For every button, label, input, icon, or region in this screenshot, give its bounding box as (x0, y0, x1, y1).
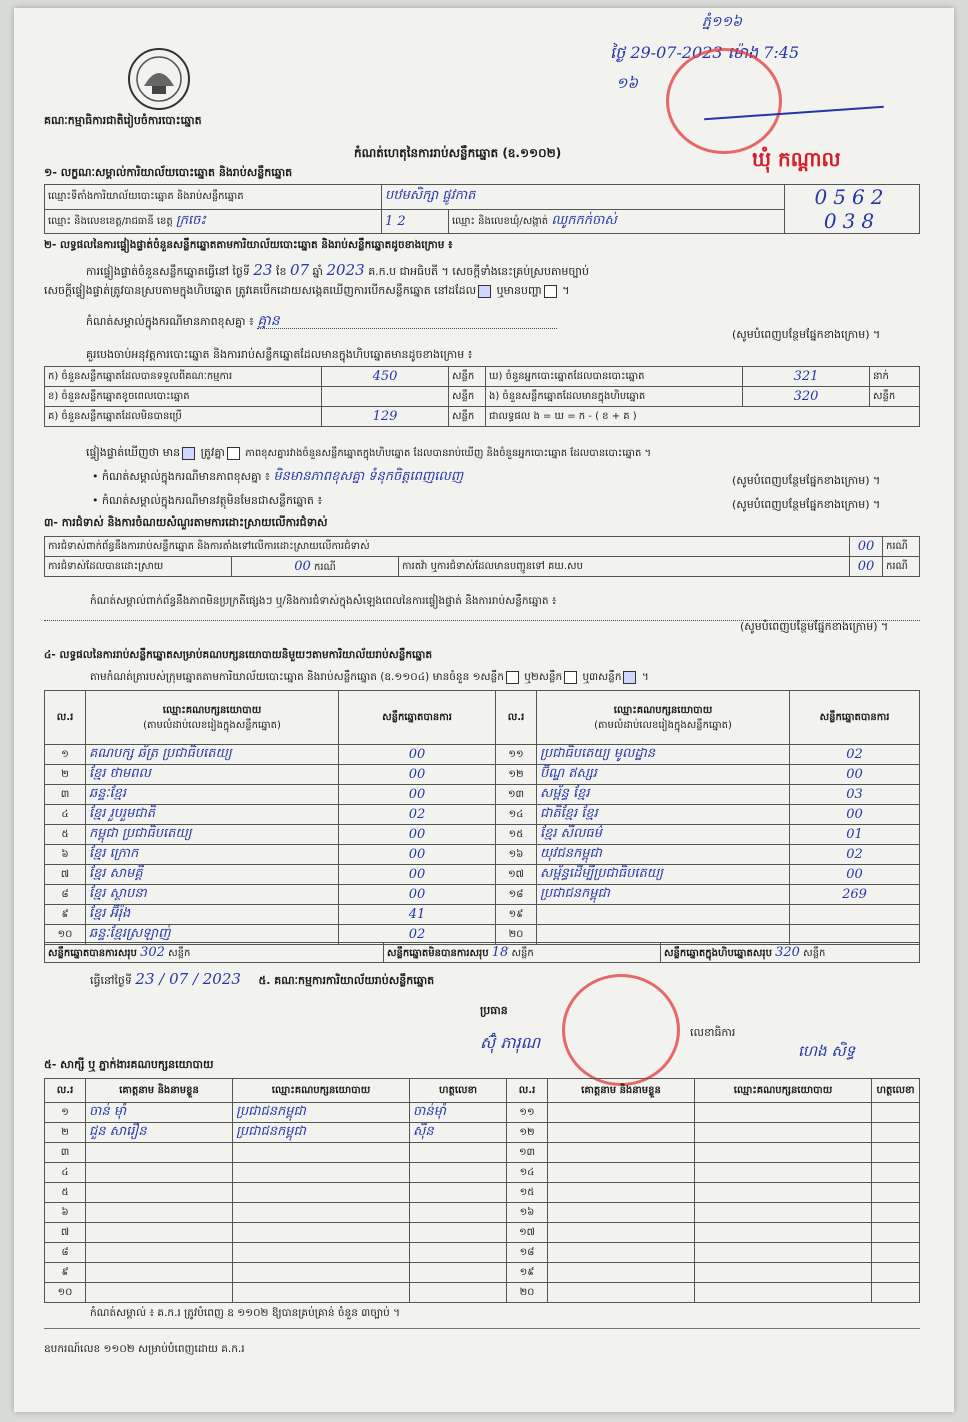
party-name: ប្រជាធិបតេយ្យ មូលដ្ឋាន (540, 746, 656, 761)
count-row: ខ) ចំនួនសន្លឹកឆ្នោតខូចពេលបោះឆ្នោត សន្លឹក ង) ចំនួនសន្លឹកឆ្នោតដែលមានក្នុងហិបឆ្នោត 320 សន្លឹក (45, 387, 920, 407)
witness-party: ប្រជាជនកម្ពុជា (233, 1103, 410, 1123)
party-no: ៣ (60, 789, 70, 800)
witness-no: ១៣ (507, 1143, 548, 1163)
witness-sign (872, 1203, 920, 1223)
witness-sign (872, 1223, 920, 1243)
footer-bottom: ឧបករណ៍លេខ ១១០២ សម្រាប់បំពេញដោយ គ.ក.រ (44, 1343, 245, 1355)
witness-no: ៥ (45, 1183, 86, 1203)
unchanged-checkbox[interactable] (478, 285, 491, 298)
witness-sign (872, 1103, 920, 1123)
witness-party (233, 1163, 410, 1183)
witness-name (86, 1263, 233, 1283)
objection-total: 00 (857, 539, 875, 554)
party-no: ១ (61, 749, 69, 760)
section3-table: ការជំទាស់ពាក់ព័ន្ធនឹងការរាប់សន្លឹកឆ្នោត និងការតាំងទៅលើការដោះស្រាយលើការជំទាស់ 00 ករណី ការជំទាស់ដែលបានដោះស្រាយ 00 ករណី ការតវ៉ា ឬការជំទាស់ដែលមានបញ្ជូនទៅ គឃ.សប 00 ករណី (44, 536, 920, 577)
party-name: យុវជនកម្ពុជា (540, 846, 602, 861)
count-row: ក) ចំនួនសន្លឹកឆ្នោតដែលបានទទួលពីគណៈកម្មការ 450 សន្លឹក ឃ) ចំនួនអ្នកបោះឆ្នោតដែលបានបោះឆ្នោត 321 នាក់ (45, 367, 920, 387)
party-no: ៨ (61, 889, 69, 900)
witness-no: ៣ (45, 1143, 86, 1163)
done-line: ធ្វើនៅថ្ងៃទី 23 / 07 / 2023 ៥. គណៈកម្មការការិយាល័យរាប់សន្លឹកឆ្នោត (90, 970, 435, 988)
party-votes: 00 (408, 787, 426, 802)
witness-no: ៩ (45, 1263, 86, 1283)
party-no: ១២ (508, 769, 524, 780)
witness-sign (410, 1263, 507, 1283)
witness-no: ១៨ (507, 1243, 548, 1263)
party-name: គណបក្ស ឆ័ត្រ ប្រជាធិបតេយ្យ (89, 746, 232, 761)
chair-label: ប្រធាន (480, 1004, 508, 1017)
witness-no: ២ (45, 1123, 86, 1143)
row1-label: ឈ្មោះទីតាំងការិយាល័យបោះឆ្នោត និងរាប់សន្លឹកឆ្នោត (45, 185, 382, 210)
witness-row (45, 1183, 920, 1203)
check-line: ផ្ទៀងផ្ទាត់ឃើញថា មាន ត្រូវគ្នា ភាពខុសគ្នារវាងចំនួនសន្លឹកឆ្នោតក្នុងហិបឆ្នោត ដែលបានរាប់ឃើញ និងចំនួនអ្នកបោះឆ្នោត ដែលបានបោះឆ្នោត ។ (86, 446, 652, 459)
vote-row (45, 785, 920, 805)
witness-name (548, 1183, 695, 1203)
party-no: ២០ (508, 929, 524, 940)
party-name: ឆន្ទៈខ្មែរស្រឡាញ់ (89, 926, 171, 941)
section2-heading: ២- លទ្ធផលនៃការផ្ទៀងផ្ទាត់ចំនួនសន្លឹកឆ្នោតតាមការិយាល័យបោះឆ្នោត និងរាប់សន្លឹកឆ្នោតដូចខាងក្រោម ៖ (44, 239, 453, 251)
party-name: ខ្មែរ ស្ថាបនា (89, 886, 147, 901)
note-hint: (សូមបំពេញបន្ថែមផ្នែកខាងក្រោម) ។ (732, 328, 881, 341)
party-votes: 269 (842, 887, 867, 902)
witness-sign (410, 1143, 507, 1163)
witness-row (45, 1163, 920, 1183)
party-votes: 00 (846, 767, 863, 782)
witness-sign (410, 1183, 507, 1203)
section5-heading: ៥- សាក្សី ឬ ភ្នាក់ងារគណបក្សនយោបាយ (44, 1058, 214, 1071)
bullet2-hint: (សូមបំពេញបន្ថែមផ្នែកខាងក្រោម) ។ (732, 498, 881, 511)
witness-party (695, 1223, 872, 1243)
witness-row (45, 1223, 920, 1243)
party-no: ៤ (61, 809, 69, 820)
bullet1: • កំណត់សម្គាល់ក្នុងករណីមានភាពខុសគ្នា ៖ មិនមានភាពខុសគ្នា ទំនុកចិត្តពេញលេញ (92, 469, 464, 484)
party-no: ១៣ (507, 789, 525, 800)
party-no: ១៦ (508, 849, 524, 860)
votes-table: ល.រ ឈ្មោះគណបក្សនយោបាយ (តាមលំដាប់លេខរៀងក្នុងសន្លឹកឆ្នោត) សន្លឹកឆ្នោតបានការ ល.រ ឈ្មោះគណបក្សនយោបាយ (តាមលំដាប់លេខរៀងក្នុងសន្លឹកឆ្នោត) សន្លឹកឆ្នោតបានការ ១ គណបក្ស ឆ័ត្រ ប្រជាធិបតេយ្យ 00 ១១ ប្រជាធិបតេយ្យ មូលដ្ឋាន 02 ២ ខ្មែរ ថាមពល 00 ១២ ប៊ិណ្ឌ ឥស្សរ 00 ៣ ឆន្ទៈខ្មែរ 00 ១៣ សម្ព័ន្ធ ខ្មែរ 03 ៤ ខ្មែរ រួបរួមជាតិ 02 ១៤ ជាតិខ្មែរ ខ្មែរ 00 ៥ កម្ពុជា ប្រជាធិបតេយ្យ 00 ១៥ ខ្មែរ សីលធម៌ 01 ៦ ខ្មែរ ក្រោក 00 ១៦ យុវជនកម្ពុជា 02 ៧ ខ្មែរ សាមគ្គី 00 ១៧ សម្ព័ន្ធដើម្បីប្រជាធិបតេយ្យ 00 ៨ ខ្មែរ ស្ថាបនា 00 ១៨ ប្រជាជនកម្ពុជា 269 ៩ ខ្មែរ អ៊ីរ៉ុង 41 ១៩ ១០ ឆន្ទៈខ្មែរស្រឡាញ់ 02 ២០ (44, 690, 920, 945)
reg-no: ១៦ (616, 74, 638, 92)
witness-name (548, 1223, 695, 1243)
witness-party (233, 1183, 410, 1203)
party-no: ១៧ (508, 869, 524, 880)
total-inbox: 320 (775, 944, 800, 960)
count-a: 450 (372, 369, 398, 384)
party-votes: 00 (408, 767, 426, 782)
witness-no: ១៧ (507, 1223, 548, 1243)
problem-checkbox[interactable] (544, 285, 557, 298)
witness-sign (872, 1283, 920, 1303)
vote-row (45, 905, 920, 925)
party-votes: 01 (846, 827, 863, 842)
witness-party (695, 1143, 872, 1163)
witness-no: ១៥ (507, 1183, 548, 1203)
nec-logo-icon (126, 46, 192, 112)
witness-no: ១៤ (507, 1163, 548, 1183)
party-votes: 00 (408, 887, 426, 902)
org-name: គណៈកម្មាធិការជាតិរៀបចំការបោះឆ្នោត (44, 114, 202, 127)
party-no: ៥ (61, 829, 69, 840)
section2-note: កំណត់សម្គាល់ក្នុងករណីមានភាពខុសគ្នា ៖ គ្មាន (86, 314, 557, 329)
witness-party (695, 1203, 872, 1223)
witness-party: ប្រជាជនកម្ពុជា (233, 1123, 410, 1143)
objection-forwarded: 00 (857, 559, 875, 574)
witness-name (548, 1243, 695, 1263)
witness-party (233, 1143, 410, 1163)
vote-row (45, 885, 920, 905)
footer-divider (44, 1328, 920, 1329)
witness-party (233, 1283, 410, 1303)
party-votes: 00 (408, 847, 426, 862)
witness-name (548, 1263, 695, 1283)
witness-name (548, 1163, 695, 1183)
total-valid: 302 (140, 944, 165, 960)
vote-row (45, 865, 920, 885)
witness-sign (872, 1163, 920, 1183)
section4-heading: ៤- លទ្ធផលនៃការរាប់សន្លឹកឆ្នោតសម្រាប់គណបក្សនយោបាយនិមួយៗតាមការិយាល័យរាប់សន្លឹកឆ្នោត (44, 649, 433, 661)
party-name: ខ្មែរ សីលធម៌ (540, 826, 602, 841)
bullet1-hint: (សូមបំពេញបន្ថែមផ្នែកខាងក្រោម) ។ (732, 474, 881, 487)
province-no: 1 2 (385, 213, 406, 229)
date-day: 23 (253, 261, 273, 279)
witness-name (86, 1143, 233, 1163)
footer-note: កំណត់សម្គាល់ ៖ គ.ក.រ ត្រូវបំពេញ ឧ ១១០២ ឱ្យបានគ្រប់គ្រាន់ ចំនួន ៣ច្បាប់ ។ (90, 1307, 401, 1319)
witness-party (695, 1163, 872, 1183)
vote-row (45, 805, 920, 825)
sheets1-checkbox[interactable] (506, 671, 519, 684)
match-checkbox[interactable] (182, 447, 195, 460)
witness-party (233, 1243, 410, 1263)
count-row: គ) ចំនួនសន្លឹកឆ្នោតដែលមិនបានប្រើ 129 សន្លឹក ជាលទ្ធផល ង = ឃ = ក - ( ខ + គ ) (45, 407, 920, 427)
witness-party (695, 1283, 872, 1303)
party-votes: 02 (408, 927, 426, 942)
witness-no: ១២ (507, 1123, 548, 1143)
witness-row (45, 1123, 920, 1143)
witness-sign (410, 1283, 507, 1303)
row2-mid-value: ឈូកកក់ចាស់ (551, 212, 617, 228)
witness-name (548, 1283, 695, 1303)
party-no: ១០ (57, 929, 73, 940)
sheets2-checkbox[interactable] (564, 671, 577, 684)
form-sheet (14, 8, 954, 1412)
witness-row (45, 1243, 920, 1263)
section2-line2: សេចក្តីផ្ទៀងផ្ទាត់ត្រូវបានស្របតាមក្នុងហិបឆ្នោត ត្រូវគេបើកដោយសង្កេតឃើញការបើកសន្លឹកឆ្នោត នៅដដែល ឬមានបញ្ហា ។ (44, 284, 570, 297)
party-no: ៦ (61, 849, 69, 860)
witness-party (233, 1203, 410, 1223)
form-title: កំណត់ហេតុនៃការរាប់សន្លឹកឆ្នោត (ឧ.១១០២) (354, 146, 562, 160)
bullet1-value: មិនមានភាពខុសគ្នា ទំនុកចិត្តពេញលេញ (273, 469, 464, 484)
section1-heading: ១- លក្ខណៈសម្គាល់ការិយាល័យបោះឆ្នោត និងរាប់សន្លឹកឆ្នោត (44, 166, 293, 179)
party-no: ១៥ (508, 829, 524, 840)
witness-no: ៦ (45, 1203, 86, 1223)
code-bottom: 038 (823, 209, 881, 233)
witness-name (86, 1223, 233, 1243)
total-invalid: 18 (491, 944, 509, 960)
party-name: ខ្មែរ ថាមពល (89, 766, 151, 781)
section3-note: កំណត់សម្គាល់ពាក់ព័ន្ធនឹងភាពមិនប្រក្រតីផ្សេងៗ ឬ/និងការជំទាស់ក្នុងសំឡេងពេលនៃការផ្ទៀងផ្ទាត់ និងការរាប់សន្លឹកឆ្នោត ៖ (90, 595, 557, 607)
section2-intro: ការផ្ទៀងផ្ទាត់ចំនួនសន្លឹកឆ្នោតធ្វើនៅ ថ្ងៃទី 23 ខែ 07 ឆ្នាំ 2023 គ.ក.ប ជាអធិបតី ។ សេចក្តីទាំងនេះគ្រប់ស្របតាមច្បាប់ (86, 261, 589, 279)
witness-row (45, 1203, 920, 1223)
date-month: 07 (289, 261, 310, 279)
date-year: 2023 (326, 261, 365, 279)
count-e: 320 (793, 389, 819, 404)
witness-no: ៤ (45, 1163, 86, 1183)
witness-row (45, 1143, 920, 1163)
witness-name (86, 1283, 233, 1303)
code-top: 0562 (814, 185, 890, 209)
totals-table: សន្លឹកឆ្នោតបានការសរុប 302 សន្លឹក សន្លឹកឆ្នោតមិនបានការសរុប 18 សន្លឹក សន្លឹកឆ្នោតក្នុងហិបឆ្នោតសរុប 320 សន្លឹក (44, 942, 920, 963)
count-d: 321 (793, 369, 819, 384)
done-date: 23 / 07 / 2023 (135, 970, 241, 988)
witness-no: ២០ (507, 1283, 548, 1303)
witness-sign (872, 1123, 920, 1143)
witness-name: ចាន់ ម៉ាំ (86, 1103, 233, 1123)
vote-row (45, 765, 920, 785)
witness-sign: ស៊ីន (410, 1123, 507, 1143)
party-name: ខ្មែរ អ៊ីរ៉ុង (89, 906, 131, 921)
witness-sign (872, 1243, 920, 1263)
secretary-signature: ហេង សិទ្ធ (798, 1042, 856, 1060)
party-no: ៧ (60, 869, 70, 880)
party-no: ១១ (508, 749, 524, 760)
mismatch-checkbox[interactable] (227, 447, 240, 460)
vote-row (45, 825, 920, 845)
received-line: ថ្ងៃ 29-07-2023 ម៉ោង 7:45 (610, 43, 800, 62)
witness-name (86, 1163, 233, 1183)
witness-sign (410, 1223, 507, 1243)
witness-no: ៨ (45, 1243, 86, 1263)
witness-row (45, 1263, 920, 1283)
witness-name (86, 1243, 233, 1263)
row2-label: ឈ្មោះ និងលេខខេត្ត/រាជធានី ខេត្ត (48, 215, 173, 227)
vote-row (45, 745, 920, 765)
party-votes: 02 (408, 807, 426, 822)
party-votes: 03 (846, 787, 863, 802)
party-votes: 41 (408, 907, 426, 922)
party-name: សម្ព័ន្ធដើម្បីប្រជាធិបតេយ្យ (540, 866, 664, 881)
witness-party (695, 1123, 872, 1143)
witness-party (695, 1183, 872, 1203)
witness-sign: ចាន់ម៉ាំ (410, 1103, 507, 1123)
party-name: ខ្មែរ រួបរួមជាតិ (89, 806, 156, 821)
witness-no: ១៩ (507, 1263, 548, 1283)
party-no: ១៨ (508, 889, 524, 900)
party-name: កម្ពុជា ប្រជាធិបតេយ្យ (89, 826, 192, 841)
witness-no: ១០ (45, 1283, 86, 1303)
witness-name (548, 1123, 695, 1143)
count-table (44, 366, 920, 427)
section3-hint: (សូមបំពេញបន្ថែមផ្នែកខាងក្រោម) ។ (740, 620, 889, 633)
witness-no: ១ (45, 1103, 86, 1123)
witness-row (45, 1103, 920, 1123)
witness-party (695, 1263, 872, 1283)
stamp-top-note: ភ្នំ១១៦ (702, 14, 742, 30)
party-name: ខ្មែរ សាមគ្គី (89, 866, 143, 881)
row2-value: ក្រចេះ (175, 212, 207, 228)
party-name: ប៊ិណ្ឌ ឥស្សរ (540, 766, 597, 781)
party-no: ១៤ (508, 809, 524, 820)
witness-sign (410, 1243, 507, 1263)
party-votes: 00 (846, 807, 863, 822)
witness-name (548, 1143, 695, 1163)
party-votes: 00 (408, 827, 426, 842)
party-name: ខ្មែរ ក្រោក (89, 846, 139, 861)
witness-sign (410, 1163, 507, 1183)
calc-line: គួរបេងចាប់អនុវត្តការបោះឆ្នោត និងការរាប់សន្លឹកឆ្នោតដែលមានក្នុងហិបឆ្នោតមានដូចខាងក្រោម ៖ (86, 348, 473, 361)
note-value: គ្មាន (257, 314, 557, 329)
section4-sub: តាមកំណត់ត្រារបស់ក្រុមឆ្នោតតាមការិយាល័យបោះឆ្នោត និងរាប់សន្លឹកឆ្នោត (ឧ.១១០៤) មានចំនួន ១សន្លឹក ឬ២សន្លឹក ឬ៣សន្លឹក ។ (90, 671, 649, 683)
party-name: ឆន្ទៈខ្មែរ (89, 786, 126, 801)
party-no: ២ (61, 769, 69, 780)
witness-table: ល.រ គោត្តនាម និងនាមខ្លួន ឈ្មោះគណបក្សនយោបាយ ហត្ថលេខា ល.រ គោត្តនាម និងនាមខ្លួន ឈ្មោះគណបក្សនយោបាយ ហត្ថលេខា ១ ចាន់ ម៉ាំ ប្រជាជនកម្ពុជា ចាន់ម៉ាំ ១១ ២ ជួន សារឿន ប្រជាជនកម្ពុជា ស៊ីន ១២ ៣ ១៣ ៤ ១៤ ៥ ១៥ ៦ ១៦ ៧ ១៧ ៨ ១៨ ៩ ១៩ ១០ ២០ (44, 1078, 920, 1303)
vote-row (45, 845, 920, 865)
row1-value: បឋមសិក្សា ផ្លូវកាត (385, 188, 476, 204)
party-no: ១៩ (508, 909, 524, 920)
witness-sign (410, 1203, 507, 1223)
witness-party (233, 1223, 410, 1243)
party-name: សម្ព័ន្ធ ខ្មែរ (540, 786, 590, 801)
witness-no: ១១ (507, 1103, 548, 1123)
party-votes: 00 (408, 747, 426, 762)
secretary-label: លេខាធិការ (690, 1026, 736, 1039)
party-no: ៩ (61, 909, 69, 920)
witness-no: ៧ (45, 1223, 86, 1243)
party-name: ជាតិខ្មែរ ខ្មែរ (540, 806, 598, 821)
witness-name (548, 1103, 695, 1123)
witness-sign (872, 1263, 920, 1283)
row2-mid-label: ឈ្មោះ និងលេខឃុំ/សង្កាត់ (452, 215, 549, 227)
sheets3-checkbox[interactable] (623, 671, 636, 684)
witness-party (695, 1103, 872, 1123)
objection-resolved: 00 (294, 558, 311, 574)
witness-row (45, 1283, 920, 1303)
witness-name (86, 1203, 233, 1223)
witness-sign (872, 1183, 920, 1203)
witness-sign (872, 1143, 920, 1163)
chair-signature: ស៊ុំ ភារុណ (480, 1033, 541, 1052)
count-c: 129 (372, 409, 398, 424)
section1-table (44, 184, 920, 234)
party-votes: 00 (408, 867, 426, 882)
witness-name (86, 1183, 233, 1203)
section3-heading: ៣- ការជំទាស់ និងការចំណយសំណួរតាមការដោះស្រាយលើការជំទាស់ (44, 516, 328, 529)
red-caption: ឃុំ កណ្តាល (752, 147, 841, 171)
witness-name (548, 1203, 695, 1223)
witness-name: ជួន សារឿន (86, 1123, 233, 1143)
witness-party (695, 1243, 872, 1263)
party-votes: 02 (846, 747, 863, 762)
party-votes: 02 (846, 847, 863, 862)
committee-seal (562, 974, 680, 1086)
witness-party (233, 1263, 410, 1283)
witness-no: ១៦ (507, 1203, 548, 1223)
party-name: ប្រជាជនកម្ពុជា (540, 886, 610, 901)
receipt-stamp-seal (666, 48, 782, 154)
bullet2: • កំណត់សម្គាល់ក្នុងករណីមានវត្ថុមិនមែនជាសន្លឹកឆ្នោត ៖ (92, 494, 323, 507)
party-votes: 00 (846, 867, 863, 882)
